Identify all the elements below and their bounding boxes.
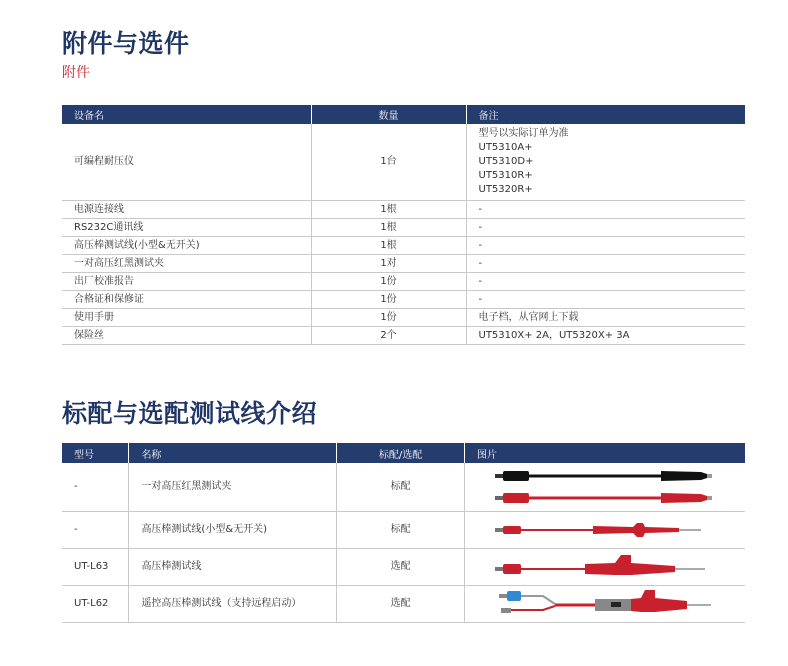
header-picture: 图片 xyxy=(464,443,745,463)
device-note: - xyxy=(466,219,745,237)
table-row xyxy=(62,586,745,623)
table-row xyxy=(62,309,745,327)
lead-type: 选配 xyxy=(337,586,465,623)
device-note: - xyxy=(466,255,745,273)
red-plug-tip xyxy=(495,496,503,500)
device-qty: 1份 xyxy=(311,309,466,327)
remote-probe-image xyxy=(465,586,745,622)
section-title-accessories: 附件与选件 xyxy=(62,29,190,58)
black-plug-body xyxy=(503,471,529,481)
device-qty: 1根 xyxy=(311,201,466,219)
lead-picture xyxy=(464,463,745,512)
plug-tip xyxy=(501,608,511,613)
table-row xyxy=(62,549,745,586)
device-name: 合格证和保修证 xyxy=(62,291,311,309)
header-name: 名称 xyxy=(129,443,337,463)
device-qty: 1根 xyxy=(311,219,466,237)
device-note: - xyxy=(466,291,745,309)
probe-handle xyxy=(631,590,687,612)
lead-type: 标配 xyxy=(337,463,465,512)
note-line: UT5310R+ xyxy=(478,170,533,181)
note-line: UT5310D+ xyxy=(478,156,534,167)
hv-cable xyxy=(511,606,555,610)
lead-model: - xyxy=(62,463,129,512)
accessories-table xyxy=(62,105,745,345)
device-qty: 1份 xyxy=(311,291,466,309)
table-row xyxy=(62,512,745,549)
black-plug-tip xyxy=(495,474,503,478)
lead-model: UT-L62 xyxy=(62,586,129,623)
table-row xyxy=(62,273,745,291)
blue-connector-tip xyxy=(499,594,507,598)
device-qty: 1台 xyxy=(311,124,466,201)
test-leads-table xyxy=(62,443,745,623)
red-plug-body xyxy=(503,493,529,503)
lead-picture xyxy=(464,512,745,549)
header-device-name: 设备名 xyxy=(62,105,311,124)
device-note: UT5310X+ 2A，UT5320X+ 3A xyxy=(466,327,745,345)
table-row xyxy=(62,201,745,219)
device-qty: 1份 xyxy=(311,273,466,291)
device-note: - xyxy=(466,201,745,219)
lead-name: 高压棒测试线(小型&无开关) xyxy=(129,512,337,549)
plug-tip xyxy=(495,528,503,532)
plug-body xyxy=(503,564,521,574)
section-subtitle: 附件 xyxy=(62,65,90,81)
black-clip-tip xyxy=(707,474,712,478)
plug-body xyxy=(503,526,521,534)
plug-tip xyxy=(495,567,503,571)
lead-model: - xyxy=(62,512,129,549)
device-qty: 1对 xyxy=(311,255,466,273)
device-name: 保险丝 xyxy=(62,327,311,345)
table-header-row xyxy=(62,105,745,124)
table-row xyxy=(62,463,745,512)
device-qty: 2个 xyxy=(311,327,466,345)
device-qty: 1根 xyxy=(311,237,466,255)
device-name: 高压棒测试线(小型&无开关) xyxy=(62,237,311,255)
device-name: 一对高压红黑测试夹 xyxy=(62,255,311,273)
device-note: - xyxy=(466,273,745,291)
probe-handle xyxy=(585,555,675,575)
device-name: 电源连接线 xyxy=(62,201,311,219)
lead-name: 高压棒测试线 xyxy=(129,549,337,586)
header-model: 型号 xyxy=(62,443,129,463)
device-name: 出厂校准报告 xyxy=(62,273,311,291)
table-header-row xyxy=(62,443,745,463)
hv-probe-image xyxy=(465,549,745,585)
device-name: RS232C通讯线 xyxy=(62,219,311,237)
note-line: UT5310A+ xyxy=(478,142,533,153)
red-clip-body xyxy=(661,493,707,503)
lead-type: 选配 xyxy=(337,549,465,586)
device-name: 使用手册 xyxy=(62,309,311,327)
blue-connector xyxy=(507,591,521,601)
table-row xyxy=(62,124,745,201)
header-type: 标配/选配 xyxy=(337,443,465,463)
black-clip-body xyxy=(661,471,707,481)
header-remarks: 备注 xyxy=(466,105,745,124)
header-quantity: 数量 xyxy=(311,105,466,124)
table-row xyxy=(62,237,745,255)
lead-model: UT-L63 xyxy=(62,549,129,586)
device-note: 电子档，从官网上下载 xyxy=(466,309,745,327)
table-row xyxy=(62,219,745,237)
device-name: 可编程耐压仪 xyxy=(62,124,311,201)
note-line: UT5320R+ xyxy=(478,184,533,195)
device-note xyxy=(466,124,745,201)
red-black-clip-pair-image xyxy=(465,463,745,511)
small-probe-image xyxy=(465,512,745,548)
lead-picture xyxy=(464,586,745,623)
remote-button xyxy=(611,602,621,607)
control-cable xyxy=(521,596,555,604)
device-note: - xyxy=(466,237,745,255)
lead-picture xyxy=(464,549,745,586)
lead-type: 标配 xyxy=(337,512,465,549)
note-line: 型号以实际订单为准 xyxy=(478,128,569,139)
lead-name: 遥控高压棒测试线（支持远程启动） xyxy=(129,586,337,623)
probe-handle xyxy=(593,523,679,537)
table-row xyxy=(62,291,745,309)
table-row xyxy=(62,255,745,273)
lead-name: 一对高压红黑测试夹 xyxy=(129,463,337,512)
section-title-test-leads: 标配与选配测试线介绍 xyxy=(62,399,318,428)
table-row xyxy=(62,327,745,345)
red-clip-tip xyxy=(707,496,712,500)
